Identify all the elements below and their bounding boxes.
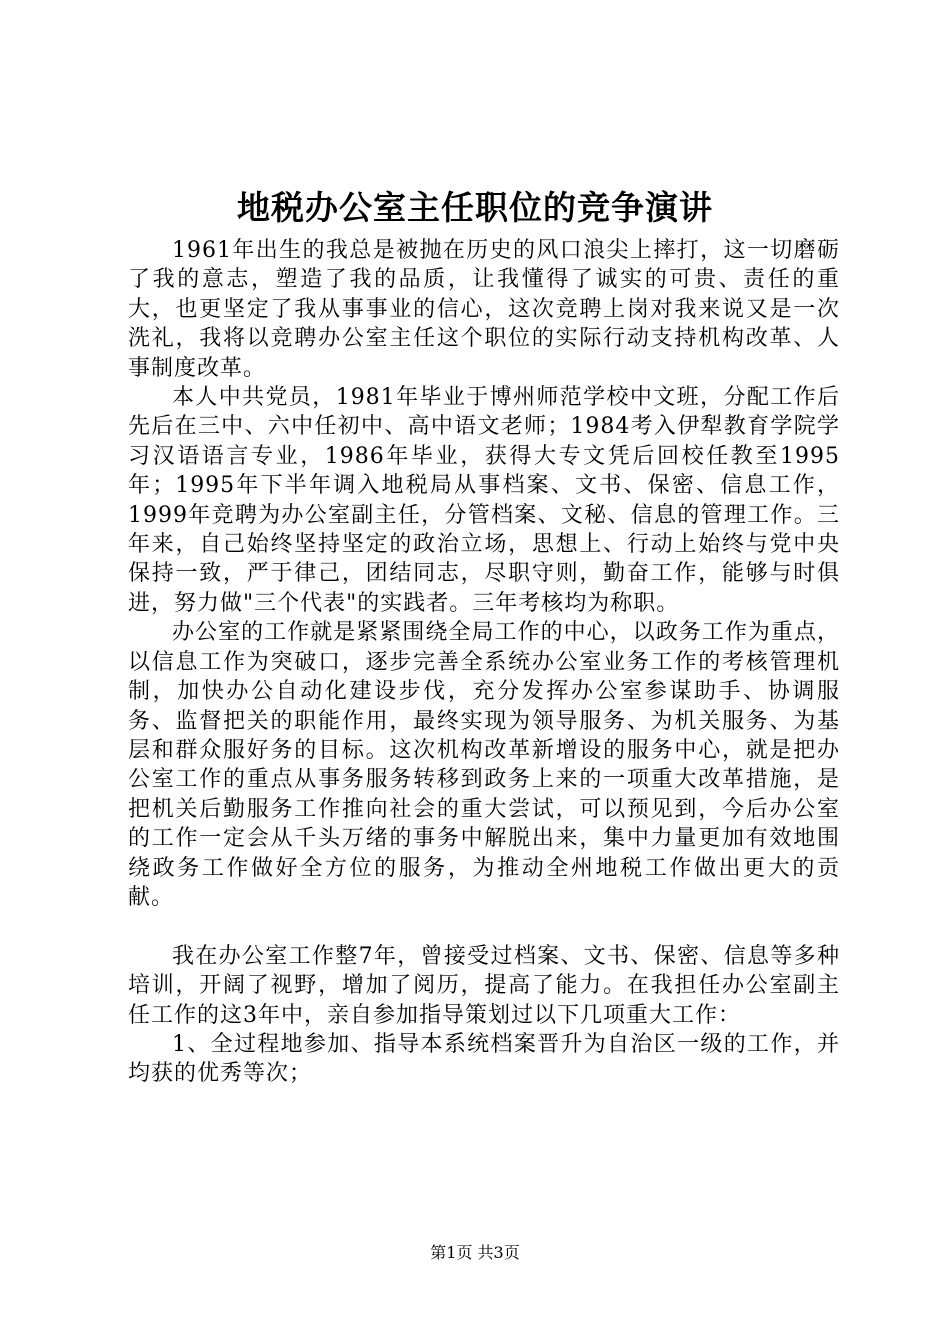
paragraph-5: 1、全过程地参加、指导本系统档案晋升为自治区一级的工作，并均获的优秀等次； bbox=[128, 1031, 840, 1087]
document-title: 地税办公室主任职位的竞争演讲 bbox=[237, 188, 713, 227]
document-body bbox=[128, 236, 840, 1089]
paragraph-2: 本人中共党员，1981年毕业于博州师范学校中文班，分配工作后先后在三中、六中任初中、高中语文老师；1984考入伊犁教育学院学习汉语语言专业，1986年毕业，获得大专文凭后回校任教至1995年；1995年下半年调入地税局从事档案、文书、保密、信息工作，1999年竞聘为办公室副主任，分管档案、文秘、信息的管理工作。三年来，自己始终坚持坚定的政治立场，思想上、行动上始终与党中央保持一致，严于律己，团结同志，尽职守则，勤奋工作，能够与时俱进，努力做"三个代表"的实践者。三年考核均为称职。 bbox=[128, 385, 840, 616]
paragraph-3: 办公室的工作就是紧紧围绕全局工作的中心，以政务工作为重点，以信息工作为突破口，逐步完善全系统办公室业务工作的考核管理机制，加快办公自动化建设步伐，充分发挥办公室参谋助手、协调服务、监督把关的职能作用，最终实现为领导服务、为机关服务、为基层和群众服好务的目标。这次机构改革新增设的服务中心，就是把办公室工作的重点从事务服务转移到政务上来的一项重大改革措施，是把机关后勤服务工作推向社会的重大尝试，可以预见到，今后办公室的工作一定会从千头万绪的事务中解脱出来，集中力量更加有效地围绕政务工作做好全方位的服务，为推动全州地税工作做出更大的贡献。 bbox=[128, 620, 840, 910]
paragraph-1: 1961年出生的我总是被抛在历史的风口浪尖上摔打，这一切磨砺了我的意志，塑造了我的品质，让我懂得了诚实的可贵、责任的重大，也更坚定了我从事事业的信心，这次竞聘上岗对我来说又是一次洗礼，我将以竞聘办公室主任这个职位的实际行动支持机构改革、人事制度改革。 bbox=[128, 238, 840, 381]
paragraph-4: 我在办公室工作整7年，曾接受过档案、文书、保密、信息等多种培训，开阔了视野，增加了阅历，提高了能力。在我担任办公室副主任工作的这3年中，亲自参加指导策划过以下几项重大工作： bbox=[128, 943, 840, 1028]
page-number-footer: 第1页 共3页 bbox=[430, 1243, 520, 1262]
